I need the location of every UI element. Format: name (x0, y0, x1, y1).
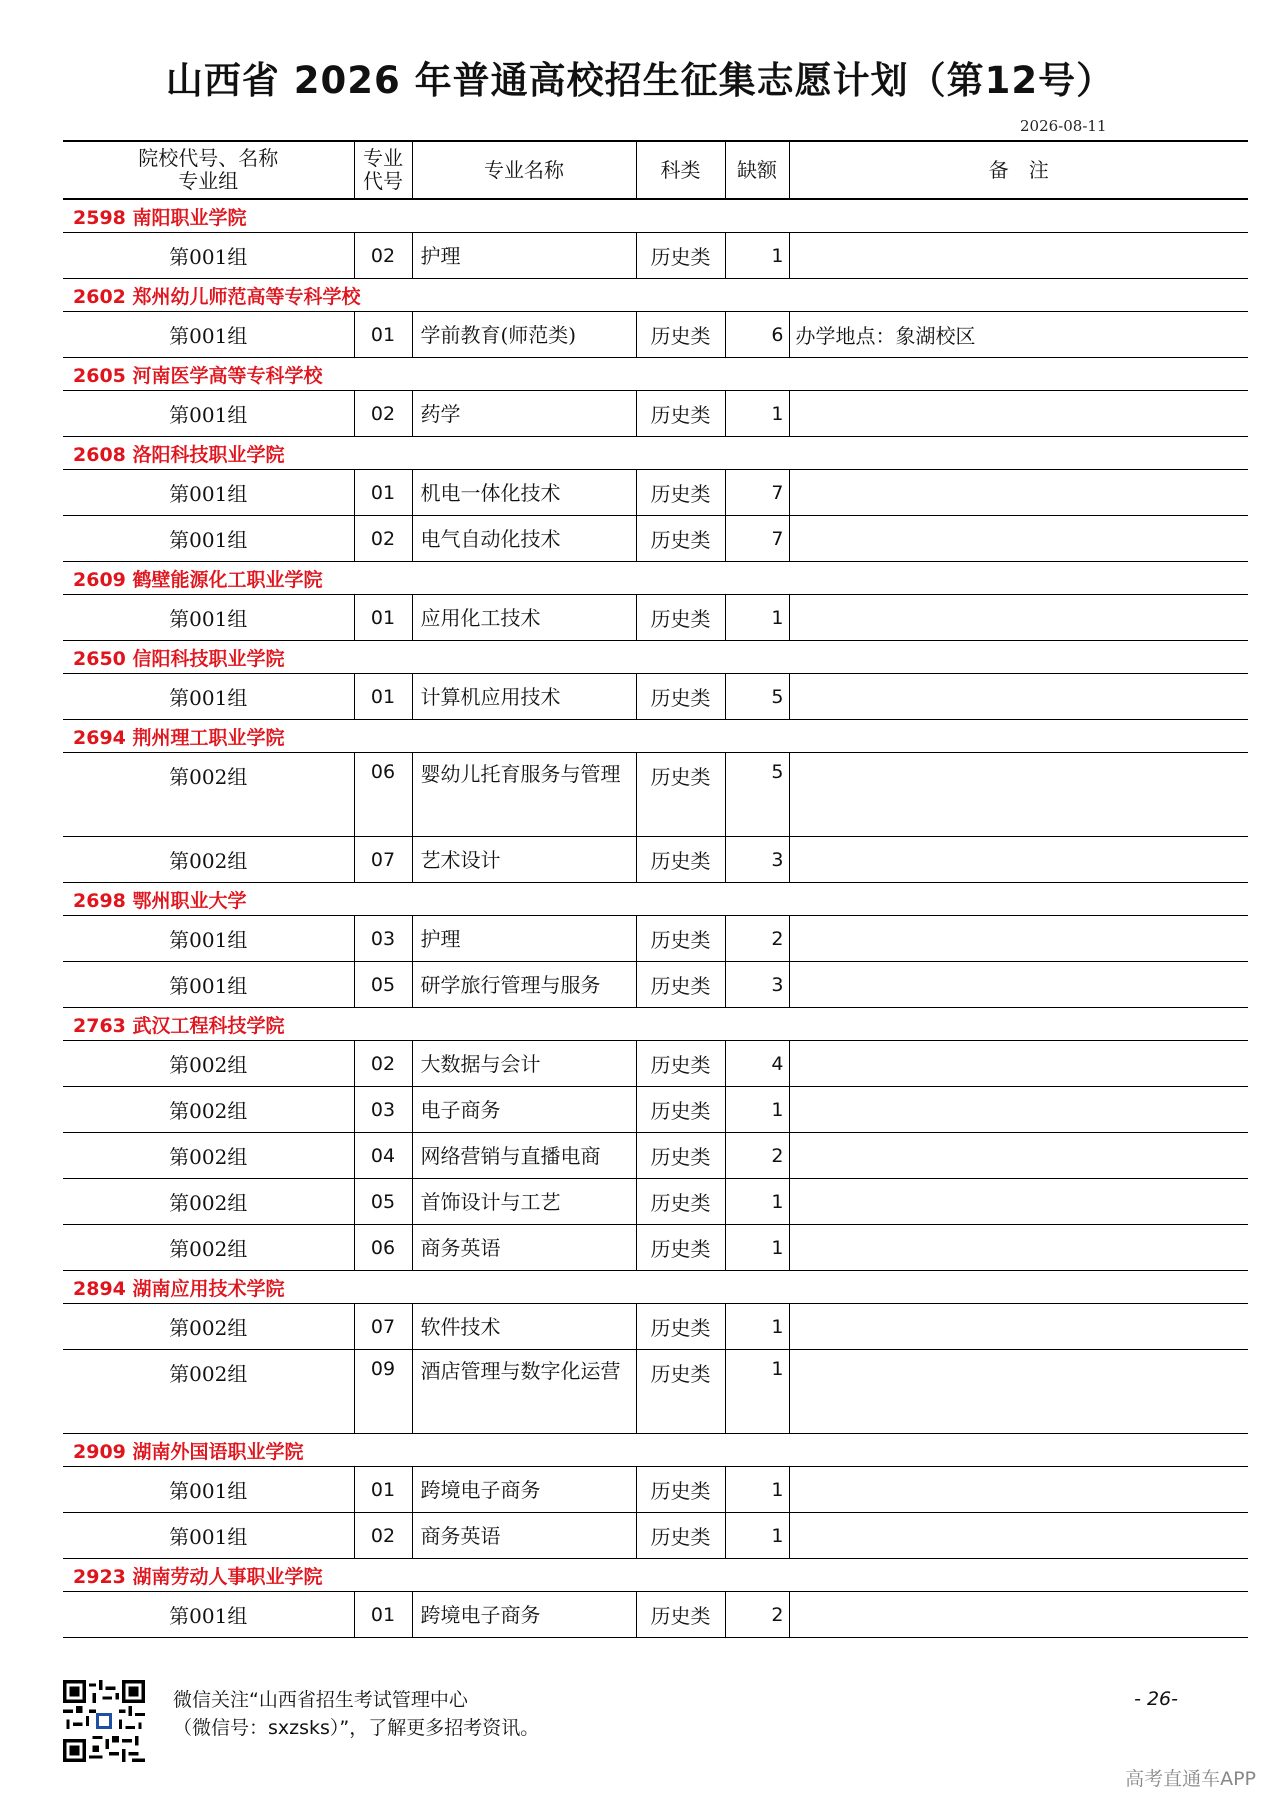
school-header-cell (63, 437, 1248, 470)
note-cell (789, 674, 1248, 720)
major-name-cell: 首饰设计与工艺 (412, 1179, 636, 1225)
group-cell: 第001组 (63, 1467, 354, 1513)
major-name-cell: 学前教育(师范类) (412, 312, 636, 358)
group-cell: 第002组 (63, 1179, 354, 1225)
major-code-cell: 06 (354, 753, 412, 837)
note-cell (789, 595, 1248, 641)
school-header-row (63, 720, 1248, 753)
vacancy-cell: 2 (725, 916, 789, 962)
group-cell: 第002组 (63, 1041, 354, 1087)
category-cell: 历史类 (636, 1350, 725, 1434)
major-name-cell: 电气自动化技术 (412, 516, 636, 562)
school-header-cell (63, 641, 1248, 674)
major-name-cell: 机电一体化技术 (412, 470, 636, 516)
major-code-cell: 07 (354, 837, 412, 883)
major-code-cell: 01 (354, 470, 412, 516)
header-group: 专业组 (178, 169, 239, 193)
school-header-row (63, 199, 1248, 233)
group-cell: 第001组 (63, 312, 354, 358)
school-title: 2894 湖南应用技术学院 (73, 1277, 285, 1300)
school-title: 2602 郑州幼儿师范高等专科学校 (73, 285, 361, 308)
major-code-cell: 01 (354, 312, 412, 358)
note-cell (789, 1350, 1248, 1434)
note-cell (789, 1225, 1248, 1271)
table-row (63, 1467, 1248, 1513)
publish-date: 2026-08-11 (1020, 117, 1107, 135)
table-row (63, 1133, 1248, 1179)
header-school-group (63, 141, 354, 199)
school-title: 2763 武汉工程科技学院 (73, 1014, 285, 1037)
vacancy-cell: 2 (725, 1133, 789, 1179)
vacancy-cell: 2 (725, 1592, 789, 1638)
vacancy-cell: 7 (725, 470, 789, 516)
group-cell: 第001组 (63, 674, 354, 720)
vacancy-cell: 1 (725, 1350, 789, 1434)
school-header-row (63, 358, 1248, 391)
school-header-cell (63, 1008, 1248, 1041)
vacancy-cell: 1 (725, 1513, 789, 1559)
vacancy-cell: 1 (725, 595, 789, 641)
vacancy-cell: 5 (725, 753, 789, 837)
table-row (63, 1179, 1248, 1225)
school-header-row (63, 437, 1248, 470)
page-number: - 26- (1134, 1688, 1178, 1710)
school-header-cell (63, 883, 1248, 916)
group-cell: 第002组 (63, 1133, 354, 1179)
note-cell (789, 470, 1248, 516)
group-cell: 第002组 (63, 753, 354, 837)
vacancy-cell: 1 (725, 1087, 789, 1133)
vacancy-cell: 3 (725, 962, 789, 1008)
school-header-cell (63, 1434, 1248, 1467)
vacancy-cell: 6 (725, 312, 789, 358)
header-note: 备 注 (789, 141, 1248, 199)
major-name-cell: 电子商务 (412, 1087, 636, 1133)
category-cell: 历史类 (636, 1513, 725, 1559)
vacancy-cell: 5 (725, 674, 789, 720)
note-cell (789, 391, 1248, 437)
major-name-cell: 商务英语 (412, 1513, 636, 1559)
table-row (63, 1304, 1248, 1350)
major-name-cell: 大数据与会计 (412, 1041, 636, 1087)
major-code-cell: 01 (354, 595, 412, 641)
vacancy-cell: 1 (725, 1304, 789, 1350)
wechat-notice (173, 1686, 539, 1742)
major-name-cell: 研学旅行管理与服务 (412, 962, 636, 1008)
plan-table-body (63, 199, 1248, 1638)
group-cell: 第002组 (63, 1225, 354, 1271)
table-row (63, 312, 1248, 358)
note-cell (789, 837, 1248, 883)
group-cell: 第002组 (63, 1087, 354, 1133)
table-row (63, 962, 1248, 1008)
category-cell: 历史类 (636, 516, 725, 562)
major-code-cell: 02 (354, 1041, 412, 1087)
major-code-cell: 09 (354, 1350, 412, 1434)
major-name-cell: 护理 (412, 233, 636, 279)
major-name-cell: 应用化工技术 (412, 595, 636, 641)
school-header-cell (63, 720, 1248, 753)
group-cell: 第001组 (63, 595, 354, 641)
group-cell: 第001组 (63, 1513, 354, 1559)
header-school: 院校代号、名称 (138, 146, 279, 170)
major-name-cell: 护理 (412, 916, 636, 962)
major-code-cell: 04 (354, 1133, 412, 1179)
header-code (354, 141, 412, 199)
school-title: 2909 湖南外国语职业学院 (73, 1440, 304, 1463)
major-code-cell: 05 (354, 962, 412, 1008)
page-footer (63, 1680, 1248, 1770)
wechat-notice-line2: （微信号：sxzsks）”，了解更多招考资讯。 (173, 1717, 540, 1739)
wechat-notice-line1: 微信关注“山西省招生考试管理中心 (173, 1689, 468, 1711)
major-code-cell: 03 (354, 916, 412, 962)
table-row (63, 753, 1248, 837)
major-code-cell: 01 (354, 1592, 412, 1638)
note-cell (789, 1304, 1248, 1350)
table-row (63, 1225, 1248, 1271)
note-cell (789, 1513, 1248, 1559)
table-row (63, 1592, 1248, 1638)
major-code-cell: 01 (354, 1467, 412, 1513)
table-row (63, 233, 1248, 279)
note-cell (789, 962, 1248, 1008)
category-cell: 历史类 (636, 1087, 725, 1133)
category-cell: 历史类 (636, 1592, 725, 1638)
school-header-row (63, 562, 1248, 595)
school-header-row (63, 1271, 1248, 1304)
group-cell: 第001组 (63, 916, 354, 962)
category-cell: 历史类 (636, 1467, 725, 1513)
major-code-cell: 02 (354, 233, 412, 279)
table-row (63, 1041, 1248, 1087)
table-row (63, 916, 1248, 962)
category-cell: 历史类 (636, 1225, 725, 1271)
major-name-cell: 网络营销与直播电商 (412, 1133, 636, 1179)
group-cell: 第002组 (63, 837, 354, 883)
category-cell: 历史类 (636, 1304, 725, 1350)
major-name-cell: 药学 (412, 391, 636, 437)
table-row (63, 1087, 1248, 1133)
vacancy-cell: 1 (725, 233, 789, 279)
category-cell: 历史类 (636, 837, 725, 883)
school-title: 2698 鄂州职业大学 (73, 889, 247, 912)
category-cell: 历史类 (636, 962, 725, 1008)
school-header-row (63, 1559, 1248, 1592)
note-cell (789, 753, 1248, 837)
vacancy-cell: 1 (725, 1467, 789, 1513)
note-cell (789, 1133, 1248, 1179)
category-cell: 历史类 (636, 1041, 725, 1087)
school-header-cell (63, 1271, 1248, 1304)
school-title: 2605 河南医学高等专科学校 (73, 364, 323, 387)
plan-table-container (63, 140, 1248, 1638)
table-row (63, 516, 1248, 562)
major-code-cell: 02 (354, 516, 412, 562)
header-category: 科类 (636, 141, 725, 199)
category-cell: 历史类 (636, 916, 725, 962)
plan-table (63, 140, 1248, 1638)
major-name-cell: 艺术设计 (412, 837, 636, 883)
group-cell: 第001组 (63, 516, 354, 562)
group-cell: 第001组 (63, 1592, 354, 1638)
category-cell: 历史类 (636, 391, 725, 437)
major-name-cell: 酒店管理与数字化运营 (412, 1350, 636, 1434)
category-cell: 历史类 (636, 595, 725, 641)
vacancy-cell: 1 (725, 1179, 789, 1225)
school-title: 2598 南阳职业学院 (73, 206, 247, 229)
vacancy-cell: 7 (725, 516, 789, 562)
group-cell: 第002组 (63, 1350, 354, 1434)
major-code-cell: 02 (354, 391, 412, 437)
vacancy-cell: 3 (725, 837, 789, 883)
major-code-cell: 07 (354, 1304, 412, 1350)
major-code-cell: 02 (354, 1513, 412, 1559)
table-row (63, 1350, 1248, 1434)
school-header-cell (63, 199, 1248, 233)
major-code-cell: 01 (354, 674, 412, 720)
category-cell: 历史类 (636, 753, 725, 837)
table-row (63, 1513, 1248, 1559)
header-vacancy: 缺额 (725, 141, 789, 199)
category-cell: 历史类 (636, 674, 725, 720)
major-name-cell: 跨境电子商务 (412, 1592, 636, 1638)
major-code-cell: 05 (354, 1179, 412, 1225)
school-title: 2923 湖南劳动人事职业学院 (73, 1565, 323, 1588)
school-header-row (63, 641, 1248, 674)
school-header-cell (63, 358, 1248, 391)
category-cell: 历史类 (636, 1133, 725, 1179)
note-cell (789, 233, 1248, 279)
header-code-line1: 专业 (363, 146, 403, 170)
category-cell: 历史类 (636, 470, 725, 516)
school-title: 2609 鹤壁能源化工职业学院 (73, 568, 323, 591)
category-cell: 历史类 (636, 233, 725, 279)
note-cell (789, 1467, 1248, 1513)
school-header-row (63, 279, 1248, 312)
group-cell: 第001组 (63, 962, 354, 1008)
table-row (63, 595, 1248, 641)
major-name-cell: 商务英语 (412, 1225, 636, 1271)
school-header-row (63, 1434, 1248, 1467)
group-cell: 第001组 (63, 233, 354, 279)
school-header-cell (63, 562, 1248, 595)
school-title: 2650 信阳科技职业学院 (73, 647, 285, 670)
vacancy-cell: 1 (725, 391, 789, 437)
note-cell (789, 916, 1248, 962)
table-row (63, 391, 1248, 437)
table-header-row (63, 141, 1248, 199)
note-cell (789, 1179, 1248, 1225)
school-title: 2608 洛阳科技职业学院 (73, 443, 285, 466)
note-cell: 办学地点：象湖校区 (789, 312, 1248, 358)
category-cell: 历史类 (636, 312, 725, 358)
note-cell (789, 1087, 1248, 1133)
school-header-cell (63, 279, 1248, 312)
qr-code-icon (63, 1680, 145, 1762)
school-title: 2694 荆州理工职业学院 (73, 726, 285, 749)
vacancy-cell: 1 (725, 1225, 789, 1271)
major-name-cell: 跨境电子商务 (412, 1467, 636, 1513)
table-row (63, 470, 1248, 516)
note-cell (789, 1592, 1248, 1638)
school-header-cell (63, 1559, 1248, 1592)
major-name-cell: 计算机应用技术 (412, 674, 636, 720)
page-title: 山西省 2026 年普通高校招生征集志愿计划（第12号） (165, 59, 1115, 102)
table-row (63, 837, 1248, 883)
table-row (63, 674, 1248, 720)
school-header-row (63, 883, 1248, 916)
school-header-row (63, 1008, 1248, 1041)
note-cell (789, 1041, 1248, 1087)
major-code-cell: 06 (354, 1225, 412, 1271)
watermark: 高考直通车APP (1125, 1768, 1256, 1790)
header-code-line2: 代号 (363, 169, 403, 193)
major-name-cell: 软件技术 (412, 1304, 636, 1350)
header-major: 专业名称 (412, 141, 636, 199)
major-code-cell: 03 (354, 1087, 412, 1133)
major-name-cell: 婴幼儿托育服务与管理 (412, 753, 636, 837)
vacancy-cell: 4 (725, 1041, 789, 1087)
note-cell (789, 516, 1248, 562)
group-cell: 第002组 (63, 1304, 354, 1350)
group-cell: 第001组 (63, 391, 354, 437)
category-cell: 历史类 (636, 1179, 725, 1225)
group-cell: 第001组 (63, 470, 354, 516)
